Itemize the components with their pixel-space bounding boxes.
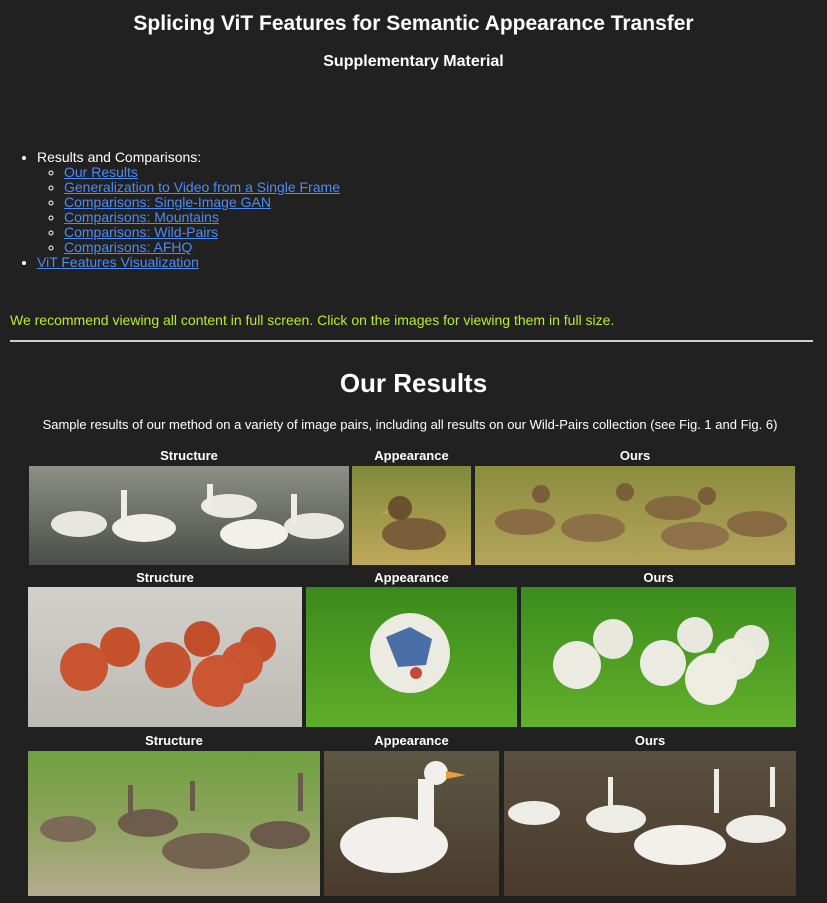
result-image-appearance-soccer-ball[interactable] [306, 587, 517, 727]
result-image-appearance-white-goose[interactable] [324, 751, 499, 896]
result-image-appearance-duckling[interactable] [352, 466, 471, 565]
result-image-ours-soccer-balls[interactable] [521, 587, 796, 727]
label-ours: Ours [634, 733, 666, 748]
toc-sublist [37, 165, 340, 255]
section-title: Our Results [339, 368, 488, 398]
result-image-ours-white-geese[interactable] [504, 751, 796, 896]
section-description: Sample results of our method on a variety of image pairs, including all results on our Wild-Pairs collection (see Fig. 1 and Fig. 6) [42, 417, 778, 432]
toc-link-vit-visualization[interactable]: ViT Features Visualization [37, 254, 199, 270]
divider [10, 340, 813, 342]
toc-link-our-results[interactable]: Our Results [64, 164, 138, 180]
label-structure: Structure [160, 448, 218, 463]
page-subtitle: Supplementary Material [323, 53, 504, 70]
toc-link-mountains[interactable]: Comparisons: Mountains [64, 209, 219, 225]
page-title: Splicing ViT Features for Semantic Appearance Transfer [133, 12, 694, 35]
toc-section-label: Results and Comparisons: [37, 149, 202, 165]
label-ours: Ours [619, 448, 651, 463]
result-image-ours-ducklings[interactable] [475, 466, 795, 565]
recommend-note: We recommend viewing all content in full screen. Click on the images for viewing them in full size. [10, 312, 615, 328]
toc-link-single-image-gan[interactable]: Comparisons: Single-Image GAN [64, 194, 271, 210]
label-appearance: Appearance [374, 733, 449, 748]
label-structure: Structure [136, 570, 194, 585]
toc-link-wild-pairs[interactable]: Comparisons: Wild-Pairs [64, 224, 219, 240]
label-structure: Structure [145, 733, 203, 748]
result-image-structure-basketballs[interactable] [28, 587, 302, 727]
toc-link-afhq[interactable]: Comparisons: AFHQ [64, 239, 193, 255]
result-image-structure-geese[interactable] [28, 751, 320, 896]
label-appearance: Appearance [374, 570, 449, 585]
label-appearance: Appearance [374, 448, 449, 463]
label-ours: Ours [643, 570, 674, 585]
table-of-contents [0, 150, 340, 270]
toc-link-video[interactable]: Generalization to Video from a Single Frame [64, 179, 340, 195]
toc-section [37, 150, 340, 255]
result-image-structure-swans[interactable] [29, 466, 349, 565]
